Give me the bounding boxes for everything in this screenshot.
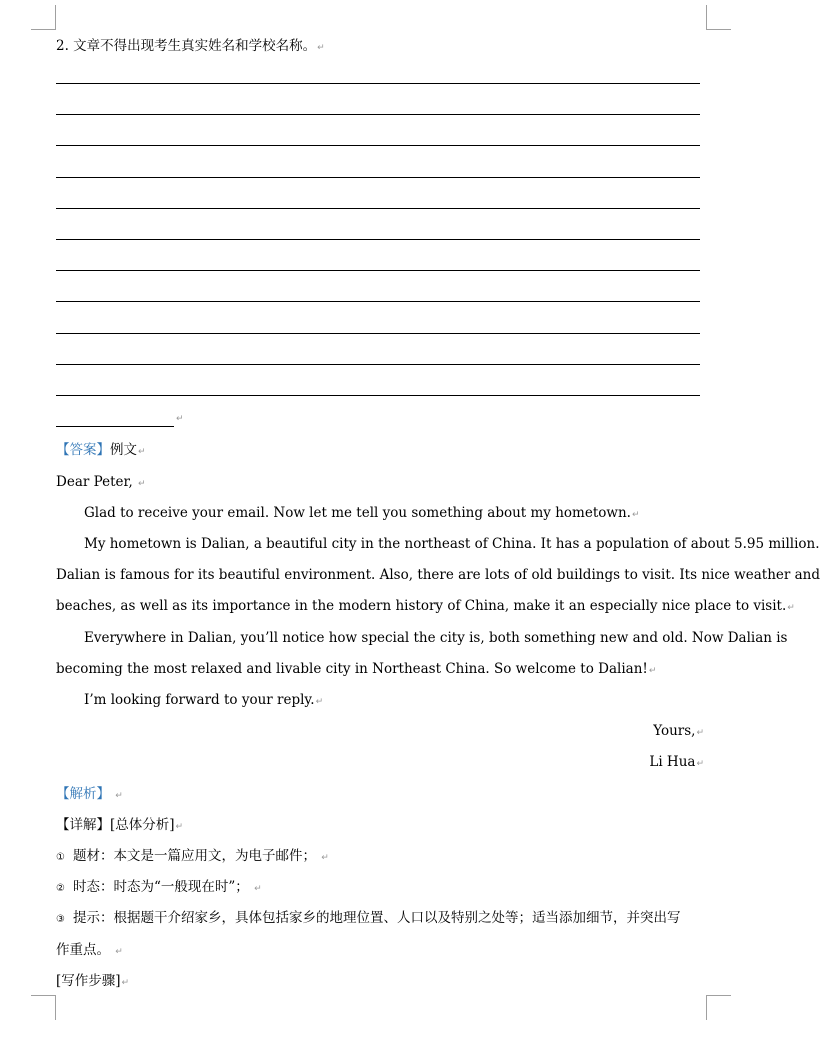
writing-rule [56,301,700,302]
page-corner-mark [31,5,56,30]
paragraph-mark-icon: ↵ [175,822,184,832]
writing-rule [56,270,700,271]
page-corner-mark [706,995,731,1020]
writing-rule [56,364,700,365]
analysis-point-1: ① 题材：本文是一篇应用文，为电子邮件； ↵ [56,848,329,864]
letter-paragraph-2-line-3: beaches, as well as its importance in the modern history of China, make it an especially nice place to visit.↵ [56,598,795,614]
letter-closing: Yours,↵ [653,723,704,739]
letter-paragraph-2-line-1: My hometown is Dalian, a beautiful city in the northeast of China. It has a population of about 5.95 million. [84,536,820,552]
letter-paragraph-2-line-2: Dalian is famous for its beautiful environment. Also, there are lots of old buildings to visit. Its nice weather and [56,567,820,583]
writing-rule [56,239,700,240]
letter-greeting: Dear Peter, ↵ [56,474,146,490]
paragraph-mark-icon: ↵ [115,947,123,957]
analysis-point-3-line-2: 作重点。 ↵ [56,942,123,958]
paragraph-mark-icon: ↵ [321,853,329,863]
paragraph-mark-icon: ↵ [315,697,324,707]
letter-paragraph-4: I’m looking forward to your reply.↵ [84,692,324,708]
analysis-heading: 【解析】 ↵ [56,786,123,802]
paragraph-mark-icon: ↵ [696,728,704,738]
paragraph-mark-icon: ↵ [631,510,640,520]
paragraph-mark-icon: ↵ [138,447,146,457]
analysis-point-3-line-1: ③ 提示：根据题干介绍家乡，具体包括家乡的地理位置、人口以及特别之处等；适当添加细节，并突出写 [56,910,681,926]
writing-rule [56,177,700,178]
letter-paragraph-3-line-1: Everywhere in Dalian, you’ll notice how special the city is, both something new and old. Now Dalian is [84,630,788,646]
paragraph-mark-icon: ↵ [696,759,704,769]
writing-rule [56,395,700,396]
paragraph-mark-icon: ↵ [138,479,146,489]
page-corner-mark [706,5,731,30]
paragraph-mark-icon: ↵ [317,43,325,53]
paragraph-mark-icon: ↵ [648,666,657,676]
writing-rule [56,333,700,334]
letter-paragraph-3-line-2: becoming the most relaxed and livable city in Northeast China. So welcome to Dalian!↵ [56,661,657,677]
writing-steps-heading: [写作步骤]↵ [56,973,130,989]
page-corner-mark [31,995,56,1020]
writing-rule [56,145,700,146]
paragraph-mark-icon: ↵ [115,791,123,801]
writing-rule [56,83,700,84]
letter-signature: Li Hua↵ [649,754,704,770]
paragraph-mark-icon: ↵ [254,884,262,894]
writing-rule [56,114,700,115]
paragraph-mark-icon: ↵ [787,603,795,613]
instruction-line: 2. 文章不得出现考生真实姓名和学校名称。↵ [56,38,325,54]
paragraph-mark-icon: ↵ [121,978,130,988]
paragraph-mark-icon: ↵ [176,414,184,424]
detail-heading: 【详解】[总体分析]↵ [56,817,184,833]
answer-heading: 【答案】例文↵ [56,442,146,458]
letter-paragraph-1: Glad to receive your email. Now let me tell you something about my hometown.↵ [84,505,640,521]
writing-rule [56,208,700,209]
analysis-point-2: ② 时态：时态为“一般现在时”； ↵ [56,879,262,895]
writing-rule-short [56,426,174,427]
